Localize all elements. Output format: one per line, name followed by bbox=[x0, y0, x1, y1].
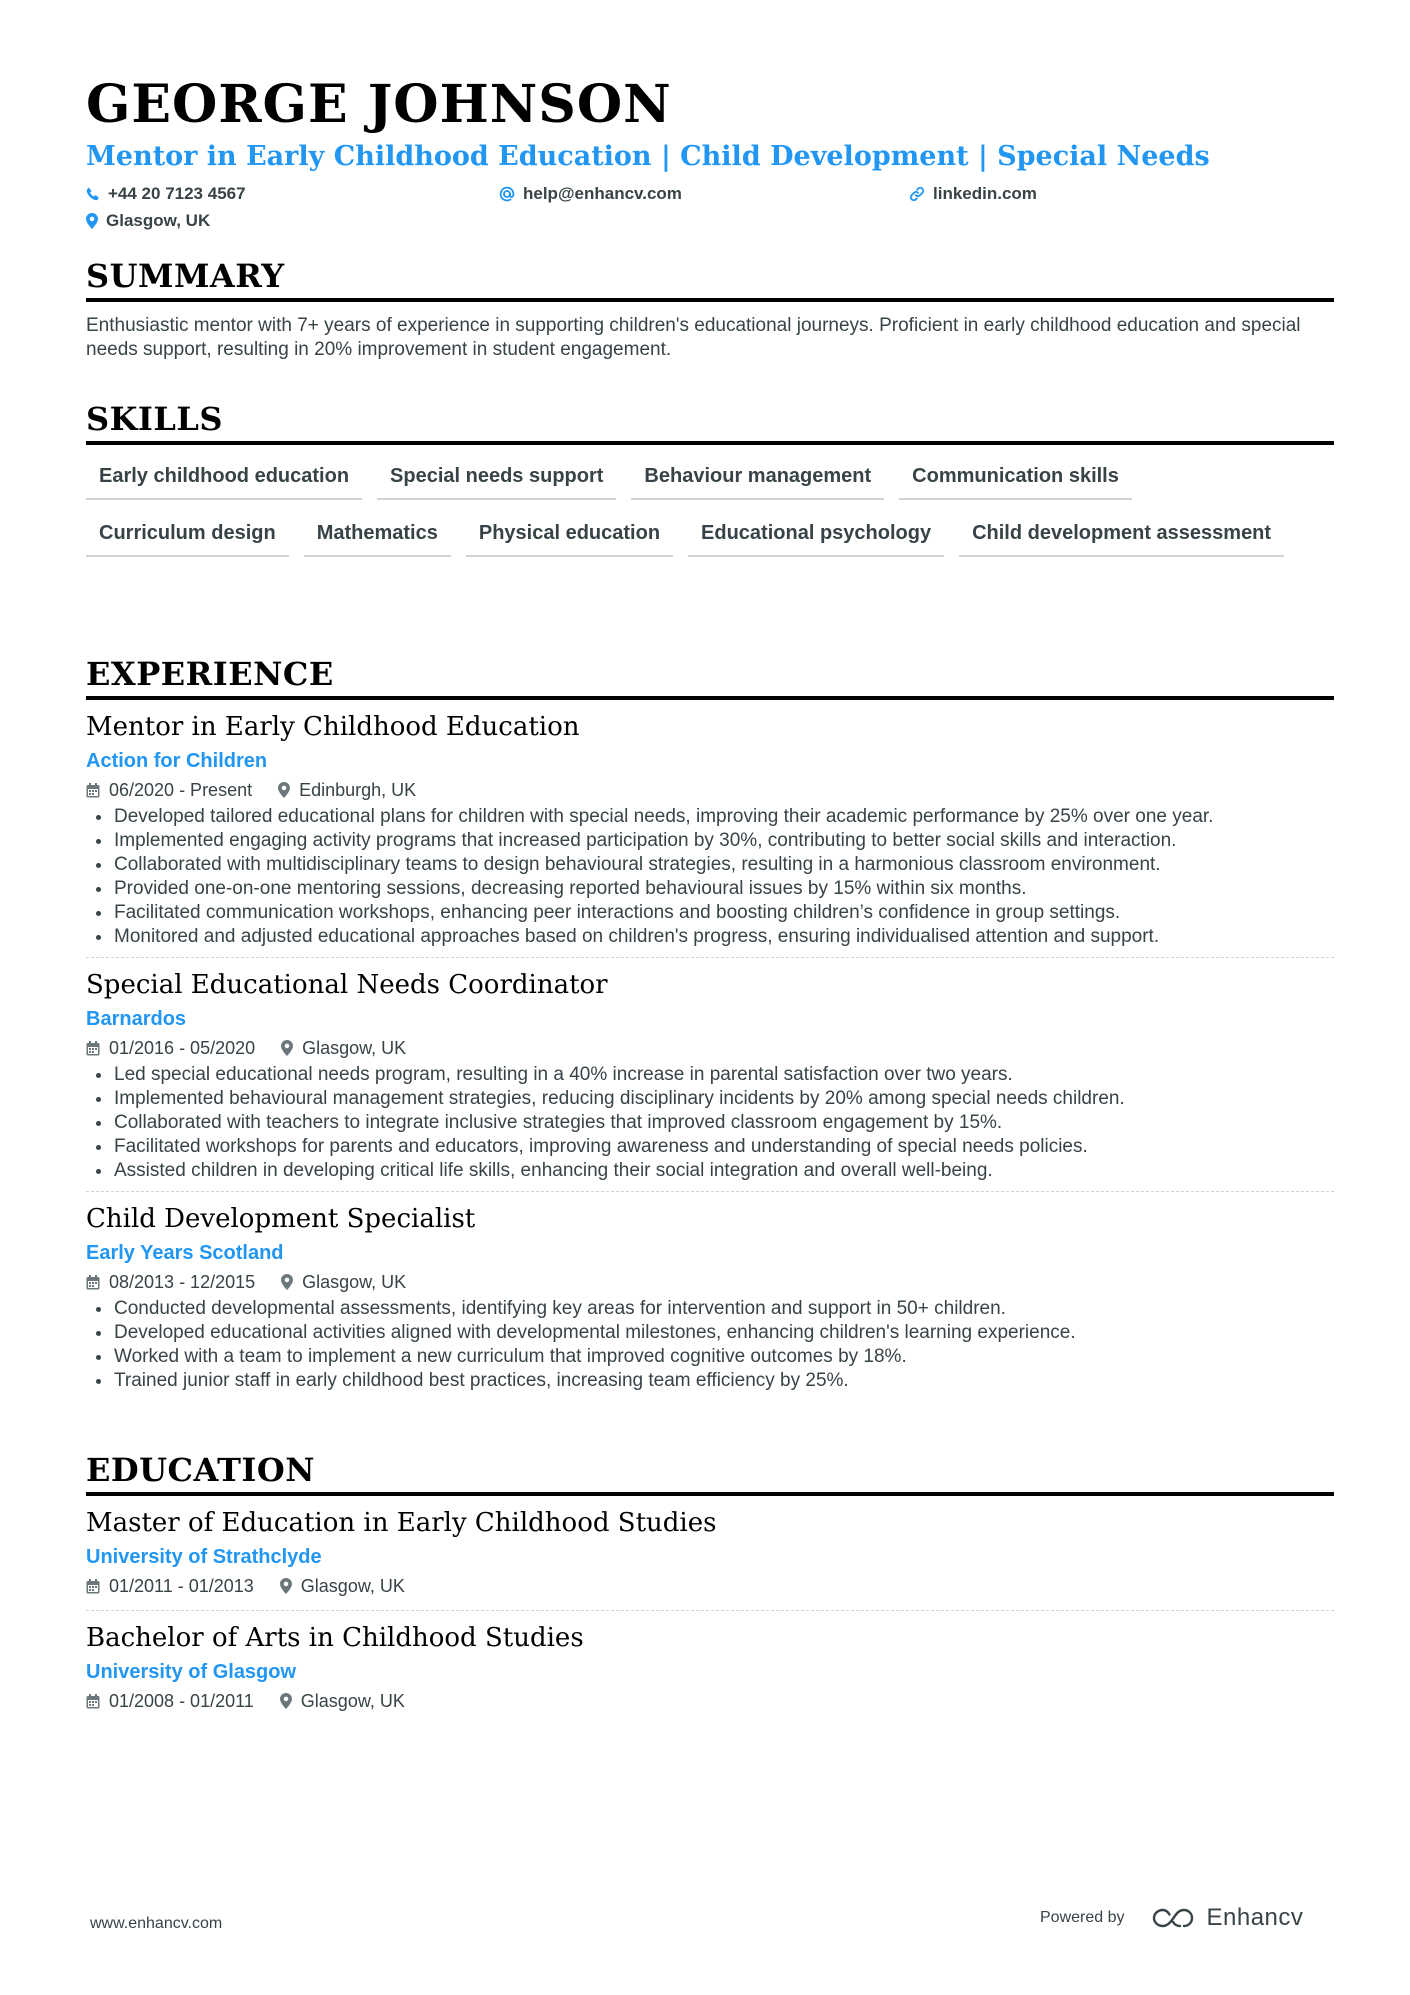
bullet-item: Developed tailored educational plans for children with special needs, improving their academic performance by 25% over one year. bbox=[86, 805, 1334, 829]
entry-divider bbox=[86, 1191, 1334, 1192]
footer-website[interactable]: www.enhancv.com bbox=[90, 1915, 223, 1932]
linkedin-contact[interactable] bbox=[909, 184, 1037, 204]
bullet-item: Provided one-on-one mentoring sessions, decreasing reported behavioural issues by 15% within six months. bbox=[86, 877, 1334, 901]
company-name: Barnardos bbox=[86, 1008, 187, 1030]
at-icon bbox=[499, 186, 515, 202]
brand-name: Enhancv bbox=[1206, 1904, 1304, 1931]
map-pin-icon bbox=[281, 1040, 293, 1056]
skill-tag: Mathematics bbox=[304, 514, 451, 557]
skills-list bbox=[86, 457, 1334, 571]
linkedin-text: linkedin.com bbox=[933, 184, 1037, 203]
experience-entry bbox=[86, 1202, 1334, 1393]
contact-row bbox=[86, 182, 1334, 206]
bullet-item: Developed educational activities aligned with developmental milestones, enhancing children's learning experience. bbox=[86, 1321, 1334, 1345]
summary-title: SUMMARY bbox=[86, 256, 1334, 302]
bullet-item: Monitored and adjusted educational approaches based on children's progress, ensuring individualised attention and support. bbox=[86, 925, 1334, 949]
education-entry bbox=[86, 1506, 1334, 1611]
contact-row-location bbox=[86, 209, 1334, 233]
location-text: Glasgow, UK bbox=[106, 211, 211, 230]
map-pin-icon bbox=[86, 213, 98, 229]
map-pin-icon bbox=[280, 1693, 292, 1709]
enhancv-logo-icon bbox=[1151, 1906, 1197, 1930]
bullet-item: Implemented engaging activity programs that increased participation by 30%, contributing to better social skills and interaction. bbox=[86, 829, 1334, 853]
summary-text: Enthusiastic mentor with 7+ years of experience in supporting children's educational journeys. Proficient in early childhood education and special needs support, resulting in 20% improvement in student engagement. bbox=[86, 315, 1301, 360]
footer-branding[interactable] bbox=[1040, 1904, 1303, 1932]
experience-section bbox=[86, 654, 1334, 1393]
headline: Mentor in Early Childhood Education | Child Development | Special Needs bbox=[86, 141, 1210, 172]
location-contact bbox=[86, 211, 210, 231]
job-location: Glasgow, UK bbox=[302, 1271, 407, 1292]
phone-text: +44 20 7123 4567 bbox=[108, 184, 246, 203]
summary-section bbox=[86, 256, 1334, 362]
degree-title: Bachelor of Arts in Childhood Studies bbox=[86, 1623, 584, 1653]
education-dates: 01/2008 - 01/2011 bbox=[109, 1690, 254, 1711]
company-name: Early Years Scotland bbox=[86, 1242, 284, 1264]
calendar-icon bbox=[86, 1694, 100, 1709]
skills-section bbox=[86, 399, 1334, 571]
job-meta bbox=[86, 1270, 1334, 1294]
bullet-item: Led special educational needs program, resulting in a 40% increase in parental satisfaction over two years. bbox=[86, 1063, 1334, 1087]
job-location: Edinburgh, UK bbox=[299, 779, 417, 800]
bullet-item: Facilitated communication workshops, enhancing peer interactions and boosting children’s confidence in group settings. bbox=[86, 901, 1334, 925]
education-location: Glasgow, UK bbox=[300, 1690, 405, 1711]
resume-page bbox=[86, 74, 1334, 233]
map-pin-icon bbox=[278, 782, 290, 798]
job-bullets bbox=[86, 1063, 1334, 1183]
skill-tag: Physical education bbox=[466, 514, 673, 557]
experience-title: EXPERIENCE bbox=[86, 654, 1334, 700]
bullet-item: Collaborated with multidisciplinary teams to design behavioural strategies, resulting in a harmonious classroom environment. bbox=[86, 853, 1334, 877]
bullet-item: Assisted children in developing critical life skills, enhancing their social integration and overall well-being. bbox=[86, 1159, 1334, 1183]
powered-by-label: Powered by bbox=[1040, 1909, 1125, 1926]
school-name: University of Strathclyde bbox=[86, 1546, 322, 1568]
phone-icon bbox=[86, 187, 100, 201]
education-dates: 01/2011 - 01/2013 bbox=[109, 1575, 254, 1596]
skill-tag: Special needs support bbox=[377, 457, 616, 500]
map-pin-icon bbox=[281, 1274, 293, 1290]
entry-divider bbox=[86, 957, 1334, 958]
entry-divider bbox=[86, 1610, 1334, 1611]
skill-tag: Educational psychology bbox=[688, 514, 944, 557]
map-pin-icon bbox=[280, 1578, 292, 1594]
skill-tag: Early childhood education bbox=[86, 457, 362, 500]
email-contact[interactable] bbox=[499, 184, 909, 204]
job-dates: 06/2020 - Present bbox=[109, 779, 253, 800]
link-icon bbox=[909, 186, 925, 202]
job-location: Glasgow, UK bbox=[302, 1037, 407, 1058]
job-dates: 08/2013 - 12/2015 bbox=[109, 1271, 256, 1292]
job-bullets bbox=[86, 805, 1334, 949]
education-title: EDUCATION bbox=[86, 1450, 1334, 1496]
job-title: Special Educational Needs Coordinator bbox=[86, 970, 608, 1000]
calendar-icon bbox=[86, 1275, 100, 1290]
company-name: Action for Children bbox=[86, 750, 268, 772]
candidate-name: GEORGE JOHNSON bbox=[86, 74, 672, 135]
bullet-item: Facilitated workshops for parents and educators, improving awareness and understanding of special needs policies. bbox=[86, 1135, 1334, 1159]
job-meta bbox=[86, 1036, 1334, 1060]
phone-contact[interactable] bbox=[86, 184, 499, 204]
job-bullets bbox=[86, 1297, 1334, 1393]
skill-tag: Curriculum design bbox=[86, 514, 289, 557]
education-meta bbox=[86, 1574, 1334, 1598]
degree-title: Master of Education in Early Childhood Studies bbox=[86, 1508, 717, 1538]
school-name: University of Glasgow bbox=[86, 1661, 297, 1683]
bullet-item: Worked with a team to implement a new curriculum that improved cognitive outcomes by 18%. bbox=[86, 1345, 1334, 1369]
calendar-icon bbox=[86, 1579, 100, 1594]
calendar-icon bbox=[86, 1041, 100, 1056]
bullet-item: Conducted developmental assessments, identifying key areas for intervention and support in 50+ children. bbox=[86, 1297, 1334, 1321]
bullet-item: Trained junior staff in early childhood best practices, increasing team efficiency by 25%. bbox=[86, 1369, 1334, 1393]
education-section bbox=[86, 1450, 1334, 1713]
education-entry bbox=[86, 1621, 1334, 1713]
job-title: Child Development Specialist bbox=[86, 1204, 476, 1234]
email-text: help@enhancv.com bbox=[523, 184, 682, 203]
calendar-icon bbox=[86, 783, 100, 798]
job-meta bbox=[86, 778, 1334, 802]
bullet-item: Collaborated with teachers to integrate inclusive strategies that improved classroom engagement by 15%. bbox=[86, 1111, 1334, 1135]
bullet-item: Implemented behavioural management strategies, reducing disciplinary incidents by 20% among special needs children. bbox=[86, 1087, 1334, 1111]
job-dates: 01/2016 - 05/2020 bbox=[109, 1037, 256, 1058]
education-meta bbox=[86, 1689, 1334, 1713]
skills-title: SKILLS bbox=[86, 399, 1334, 445]
experience-entry bbox=[86, 968, 1334, 1192]
experience-entry bbox=[86, 710, 1334, 958]
job-title: Mentor in Early Childhood Education bbox=[86, 712, 580, 742]
skill-tag: Behaviour management bbox=[631, 457, 884, 500]
skill-tag: Child development assessment bbox=[959, 514, 1284, 557]
education-location: Glasgow, UK bbox=[300, 1575, 405, 1596]
skill-tag: Communication skills bbox=[899, 457, 1132, 500]
